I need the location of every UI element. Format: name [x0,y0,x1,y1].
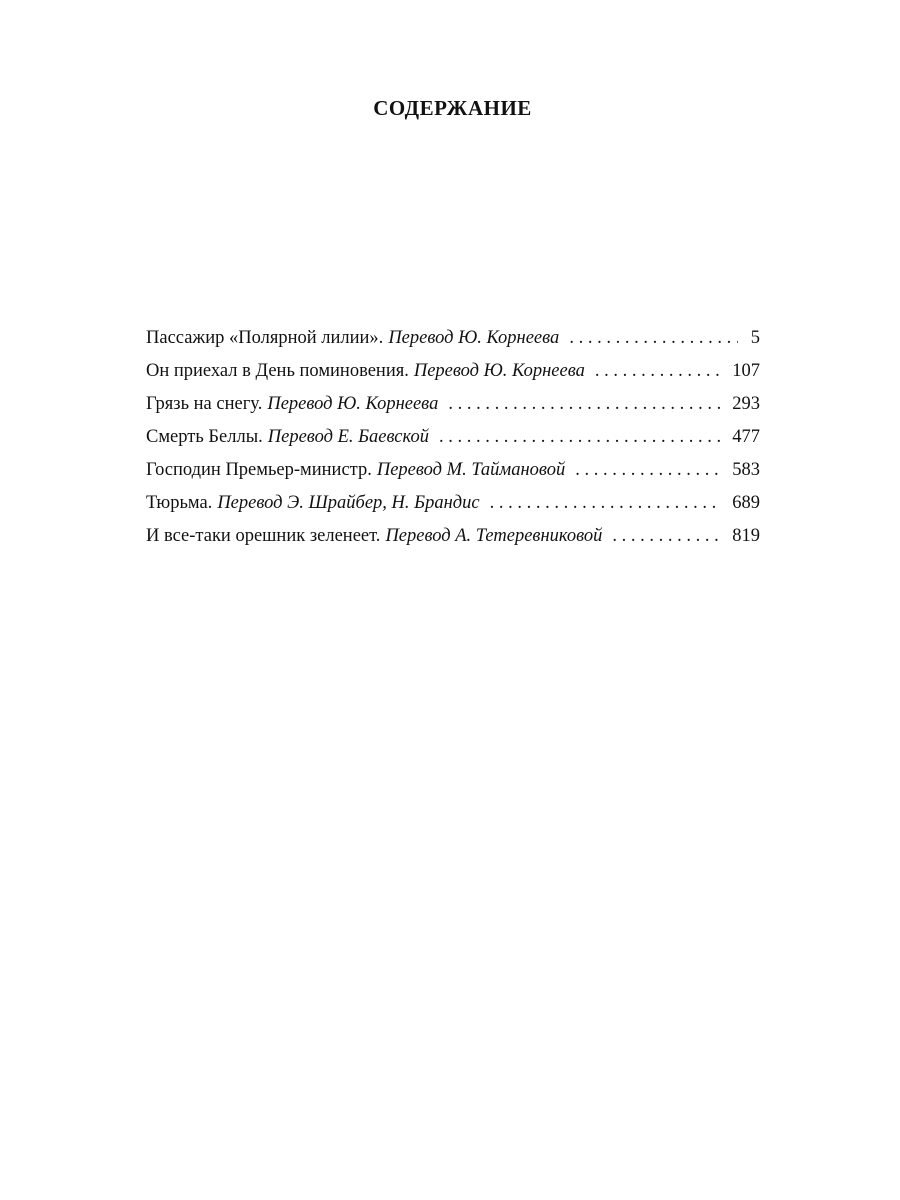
toc-entry-page-number: 5 [750,328,760,348]
dot-leader [595,355,722,388]
toc-entry-translator: Перевод Е. Баевской [267,427,429,447]
toc-entry-title: И все-таки орешник зеленеет. [146,526,381,546]
dot-leader [490,487,723,520]
toc-entry-translator: Перевод А. Тетеревниковой [385,526,603,546]
page-title: СОДЕРЖАНИЕ [373,96,532,120]
dot-leader [448,388,722,421]
toc-entry [146,322,760,355]
toc-entry-page-number: 107 [732,361,760,381]
toc-entry-page-number: 477 [732,427,760,447]
toc-entry-translator: Перевод М. Таймановой [376,460,566,480]
toc-entry [146,388,760,421]
toc-entry [146,520,760,553]
dot-leader [569,322,738,355]
toc-entry [146,454,760,487]
dot-leader [575,454,722,487]
toc-entry-title: Грязь на снегу. [146,394,263,414]
dot-leader [612,520,722,553]
toc-entry-translator: Перевод Ю. Корнеева [413,361,585,381]
toc-entry-title: Пассажир «Полярной лилии». [146,328,384,348]
toc-entry-title: Он приехал в День поминовения. [146,361,409,381]
toc-entry-translator: Перевод Э. Шрайбер, Н. Брандис [217,493,480,513]
table-of-contents [146,322,760,553]
dot-leader [439,421,722,454]
toc-entry-translator: Перевод Ю. Корнеева [388,328,560,348]
toc-entry [146,421,760,454]
toc-entry [146,487,760,520]
toc-entry [146,355,760,388]
toc-entry-title: Смерть Беллы. [146,427,263,447]
toc-entry-title: Господин Премьер-министр. [146,460,372,480]
toc-entry-page-number: 293 [732,394,760,414]
toc-entry-page-number: 583 [732,460,760,480]
toc-entry-title: Тюрьма. [146,493,213,513]
toc-entry-page-number: 689 [732,493,760,513]
toc-entry-page-number: 819 [732,526,760,546]
toc-entry-translator: Перевод Ю. Корнеева [267,394,439,414]
